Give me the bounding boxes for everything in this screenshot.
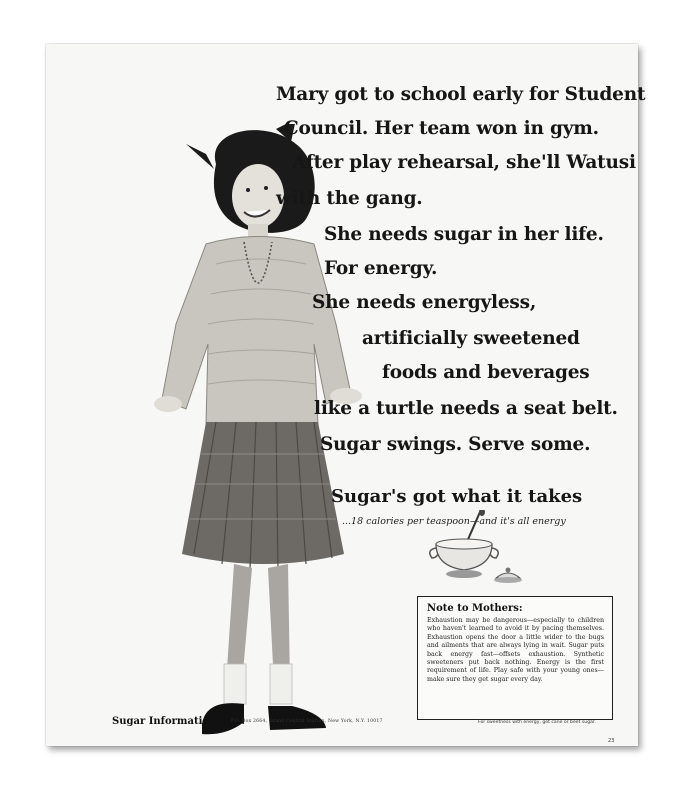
note-to-mothers-box: [417, 596, 613, 720]
sugar-bowl-icon: [422, 510, 522, 592]
headline-line-5: She needs sugar in her life.: [324, 224, 604, 245]
headline-line-2: Council. Her team won in gym.: [284, 118, 599, 139]
footer-note: For sweetness with energy, get cane or beet sugar.: [478, 720, 596, 725]
calories-text: ...18 calories per teaspoon—and it's all energy: [342, 516, 566, 527]
company-address: P.O. Box 2664, Grand Central Station, New York, N.Y. 10017: [231, 719, 383, 724]
headline-line-10: like a turtle needs a seat belt.: [314, 398, 618, 419]
page-number: 23: [608, 738, 615, 744]
headline-line-7: She needs energyless,: [312, 292, 537, 313]
headline-line-6: For energy.: [324, 258, 438, 279]
company-name: Sugar Information, Inc.: [112, 716, 245, 727]
headline-line-11: Sugar swings. Serve some.: [320, 434, 591, 455]
headline-line-4: with the gang.: [276, 188, 423, 209]
tagline: Sugar's got what it takes: [331, 486, 583, 507]
note-title: Note to Mothers:: [427, 603, 523, 614]
headline-line-8: artificially sweetened: [362, 328, 580, 349]
note-body: Exhaustion may be dangerous—especially to children who haven't learned to avoid it by pacing themselves. Exhaustion opens the door a little wider to the bugs and ailments that are always lying in wait. Sugar puts back energy fast—offsets exhaustion. Synthetic sweeteners put back nothing. Energy is the first requirement of life. Play safe with your young ones—make sure they get sugar every day.: [427, 617, 604, 683]
headline-line-1: Mary got to school early for Student: [276, 84, 646, 105]
headline-line-3: After play rehearsal, she'll Watusi: [292, 152, 636, 173]
headline-line-9: foods and beverages: [382, 362, 590, 383]
ad-page: [46, 44, 646, 746]
